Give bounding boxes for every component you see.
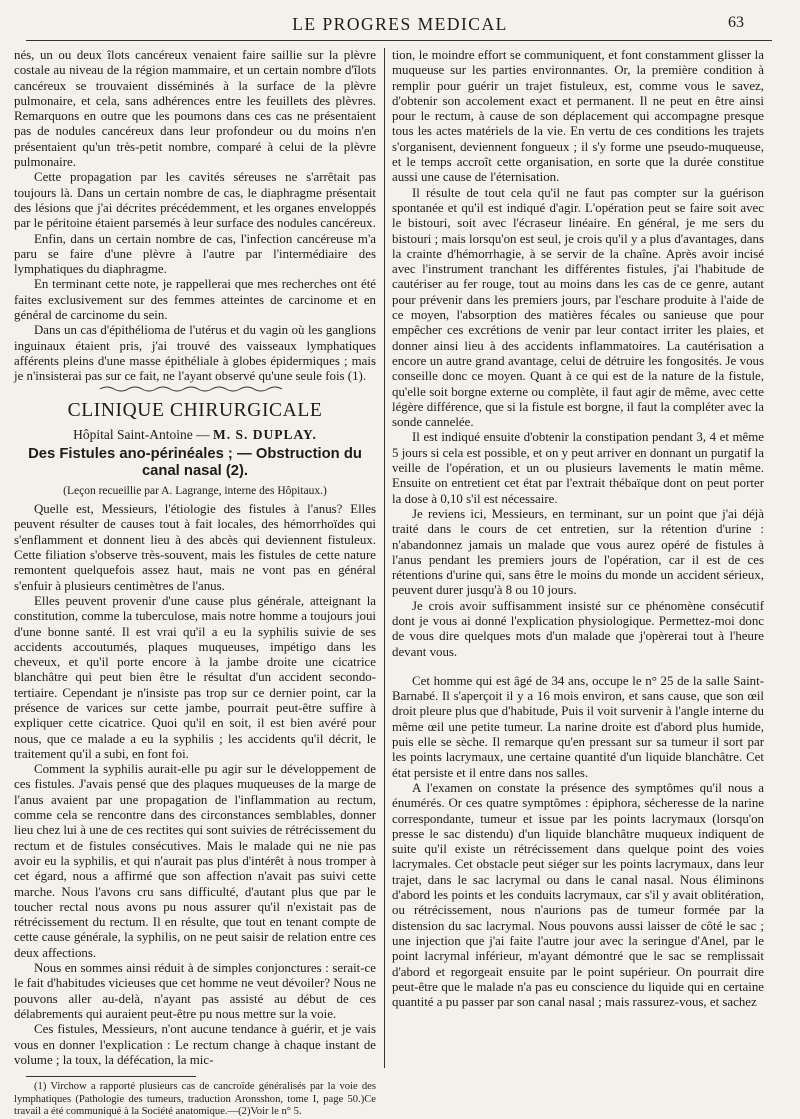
left-column [14,48,376,1119]
body-paragraph: Cette propagation par les cavités séreuses ne s'arrêtait pas toujours là. Dans un certain nombre de cas, le diaphragme présentait des lésions que j'ai décrites précédemment, et les organes enveloppés par le péritoine étaient parsemés à leur surface des nodules cancéreux. [14,170,376,231]
footnote: (1) Virchow a rapporté plusieurs cas de cancroïde généralisés par la voie des lymphatiques (Pathologie des tumeurs, traduction Aronsshon, tome I, page 50.)Ce travail a été communiqué à la Société anatomique.—(2)Voir le n° 5. [14,1081,376,1118]
section-title: CLINIQUE CHIRURGICALE [67,399,323,421]
body-paragraph: tion, le moindre effort se communiquent, et font constamment glisser la muqueuse sur les parties environnantes. Or, la première condition à remplir pour guérir un trajet fistuleux, est, comme vous le savez, d'obtenir son accolement exact et permanent. Il ne peut en être ainsi pour le rectum, à cause de son déplacement qui accompagne presque tous les actes matériels de la vie. En vertu de ces conditions les trajets s'organisent, deviennent fongueux ; il s'y forme une pseudo-muqueuse, et le temps accroît cette organisation, en sorte que la durée constitue aussi une cause de l'éternisation. [392,48,764,185]
ornamental-wave [90,385,300,392]
body-paragraph: En terminant cette note, je rappellerai que mes recherches ont été faites exclusivement sur des femmes atteintes de carcinome et en général de carcinome du sein. [14,277,376,323]
body-paragraph: Comment la syphilis aurait-elle pu agir sur le développement de ces fistules. J'avais pensé que des plaques muqueuses de la marge de l'anus avaient par une propagation de l'inflammation au rectum, comme cela se rencontre dans des circonstances semblables, donner lieu chez lui à une de ces rectites qui sont suivies de rétrécissement du rectum et de fistules consécutives. Mais le malade qui ne nie pas avoir eu la syphilis, et qui n'aurait pas plus d'intérêt à nous tromper à cet égard, nous a affirmé que son affection n'avait pas suivi cette marche. Nous l'avons cru sans difficulté, d'autant plus que par le toucher rectal nous avons pu nous assurer qu'il n'existait pas de rétrécissement du rectum. Il en résulte, que tout en tenant compte de cette cause générale, la syphilis, on ne peut saisir de relation entre ces deux affections. [14,762,376,960]
doctor-name: M. S. DUPLAY. [212,426,317,442]
case-paragraph: A l'examen on constate la présence des symptômes qu'il nous a énumérés. Or ces quatre symptômes : épiphora, sécheresse de la narine correspondante, tumeur et issue par les points lacrymaux (lorsqu'on presse le sac distendu) d'un liquide blanchâtre muqueux indiquent de suite qu'il existe un rétrécissement dans quelque point des voies lacrymales. Cet obstacle peut siéger sur les points lacrymaux, dans leur trajet, dans le sac lacrymal ou dans le canal nasal. Nous éliminons d'abord les points et les conduits lacrymaux, car s'il y avait oblitération, ou rétrécissement, nous n'aurions pas de tumeur formée par la distension du sac lacrymal. Nous pouvons aussi laisser de côté le sac ; une injection que j'ai faite l'autre jour avec la seringue d'Anel, par le point lacrymal inférieur, m'ayant démontré que le sac se remplissait d'abord et regorgeait ensuite par le point supérieur. On pourrait dire peut-être que le malade n'a pas eu conscience du liquide qui en certaine quantité a pu passer par son canal nasal ; mais rassurez-vous, et sachez [392,780,764,1010]
page-header [0,14,800,44]
right-column [392,48,764,1010]
section-gap [392,660,764,674]
collected-by: (Leçon recueillie par A. Lagrange, interne des Hôpitaux.) [63,484,327,497]
page-number: 63 [728,14,744,31]
running-title: LE PROGRES MEDICAL [292,14,508,34]
lecture-title: Des Fistules ano-périnéales ; — Obstruction du canal nasal (2). [28,445,362,479]
body-paragraph: Je reviens ici, Messieurs, en terminant, sur un point que j'ai déjà traité dans le cours de cet entretien, sur la rétention d'urine : n'abandonnez jamais un malade que vous aurez opéré de fistules à l'anus pendant les premiers jours de l'opération, car il est de ces rétentions d'urine qui, sans être le moins du monde un accident sérieux, peuvent durer jusqu'à 8 ou 10 jours. [392,506,764,598]
body-paragraph: Quelle est, Messieurs, l'étiologie des fistules à l'anus? Elles peuvent résulter de causes tout à fait locales, des hémorrhoïdes qui s'enflamment et donnent lieu à des abcès qui deviennent fistuleux. Cette filiation s'observe très-souvent, mais les fistules de cette nature remontent quelquefois assez haut, mais ne vont pas en général s'enfuir à plusieurs centimètres de l'anus. [14,502,376,593]
body-paragraph: Nous en sommes ainsi réduit à de simples conjonctures : serait-ce le fait d'habitudes vicieuses que cet homme ne veut dévoiler? Nous ne pouvons aller au-delà, n'ayant pas assisté au début de ces délabrements qui auraient peut-être pu nous mettre sur la voie. [14,961,376,1021]
body-paragraph: Enfin, dans un certain nombre de cas, l'infection cancéreuse m'a paru se faire d'une plèvre à l'autre par l'intermédiaire des lymphatiques du diaphragme. [14,231,376,277]
footnote-rule [26,1076,196,1077]
header-rule [26,40,772,41]
body-paragraph: Ces fistules, Messieurs, n'ont aucune tendance à guérir, et je vais vous en donner l'explication : Le rectum change à chaque instant de volume ; la toux, la défécation, la mic- [14,1022,376,1067]
column-divider [384,48,385,1068]
body-paragraph: Il résulte de tout cela qu'il ne faut pas compter sur la guérison spontanée et qu'il est indiqué d'agir. L'opération peut se faire soit avec le bistouri, soit avec l'écraseur linéaire. En général, je me sers du bistouri ; mais lorsqu'on est seul, je crois qu'il y a plus d'avantages, dans la crainte d'hémorrhagie, à se servir de la chaîne. Après avoir incisé avec l'instrument tranchant les différentes fistules, j'ai l'habitude de cautériser au fer rouge, tout au moins dans les cas de ce genre, autant pour prévenir dans les premiers jours, par l'eschare produite à l'aide de ce moyen, l'absorption des matières fécales ou sanieuse que pour empêcher ces excrétions de venir par leur contact irriter les plaies, et donner ainsi lieu à des accidents inflammatoires. La cautérisation a encore un autre grand avantage, celui de détruire les fongosités. Je vous conseille donc ce moyen. Quant à ce qui est de la nature de la fistule, qu'elle soit borgne externe ou complète, il faut agir de même, avec cette légère différence, que si la fistule est borgne, il faut la compléter avec la sonde cannelée. [392,185,764,430]
case-paragraph: Cet homme qui est âgé de 34 ans, occupe le n° 25 de la salle Saint-Barnabé. Il s'aperçoit il y a 16 mois environ, et sans cause, que son œil droit pleure plus que d'habitude, Puis il voit survenir à l'angle interne du même œil une petite tumeur. La narine droite est d'abord plus humide, puis elle se sèche. Il remarque qu'en pressant sur sa tumeur il sort par les points lacrymaux, une certaine quantité d'un liquide blanchâtre. Cet état persiste et il entre dans nos salles. [392,673,764,780]
body-paragraph: nés, un ou deux îlots cancéreux venaient faire saillie sur la plèvre costale au niveau de la région mammaire, et un certain nombre d'îlots cancéreux se trouvaient disséminés à la surface de la plèvre pulmonaire, et cela, sans adhérences entre les feuillets des plèvres. Remarquons en outre que les poumons dans ces cas ne présentaient pas de nodules cancéreux dans leur profondeur ou du moins n'en présentaient qu'un très-petit nombre, comparé à celui de la plèvre pulmonaire. [14,48,376,170]
em-dash-separator: — [196,426,213,442]
body-paragraph: Dans un cas d'épithélioma de l'utérus et du vagin où les ganglions inguinaux étaient pris, j'ai trouvé des vaisseaux lymphatiques afférents pleins d'une masse épithéliale à globes épidermiques ; mais je n'insisterai pas sur ce fait, ne l'ayant observé qu'une seule fois (1). [14,323,376,384]
hospital-name: Hôpital Saint-Antoine [73,426,193,442]
body-paragraph: Elles peuvent provenir d'une cause plus générale, atteignant la constitution, comme la tuberculose, mais notre homme a toujours joui d'une bonne santé. Il est vrai qu'il a eu la syphilis suivie de ses accidents accoutumés, plaques muqueuses, impétigo dans les cheveux, et qu'il porte encore à la jambe droite une cicatrice blanchâtre qui peut bien être le résultat d'un accident secondo-tertiaire. Cependant je n'insiste pas trop sur ce dernier point, car la présence de varices sur cette jambe, pourrait peut-être suffire à expliquer cette cicatrice. Quoi qu'il en soit, il est bien avéré pour nous, que ce malade a eu la syphilis ; les accidents qu'il décrit, le traitement qu'il a subi, en font foi. [14,593,376,761]
hospital-line [14,427,376,442]
body-paragraph: Il est indiqué ensuite d'obtenir la constipation pendant 3, 4 et même 5 jours si cela est possible, et on y peut arriver en donnant un purgatif la veille de l'opération, et un ou plusieurs lavements le matin même. Ensuite on entretient cet état par l'extrait thébaïque dont on peut porter la dose à 0,10 s'il est nécessaire. [392,430,764,506]
body-paragraph: Je crois avoir suffisamment insisté sur ce phénomène consécutif dont je vous ai donné l'explication physiologique. Permettez-moi donc de vous dire quelques mots d'un malade que j'opèrerai tout à l'heure devant vous. [392,598,764,659]
